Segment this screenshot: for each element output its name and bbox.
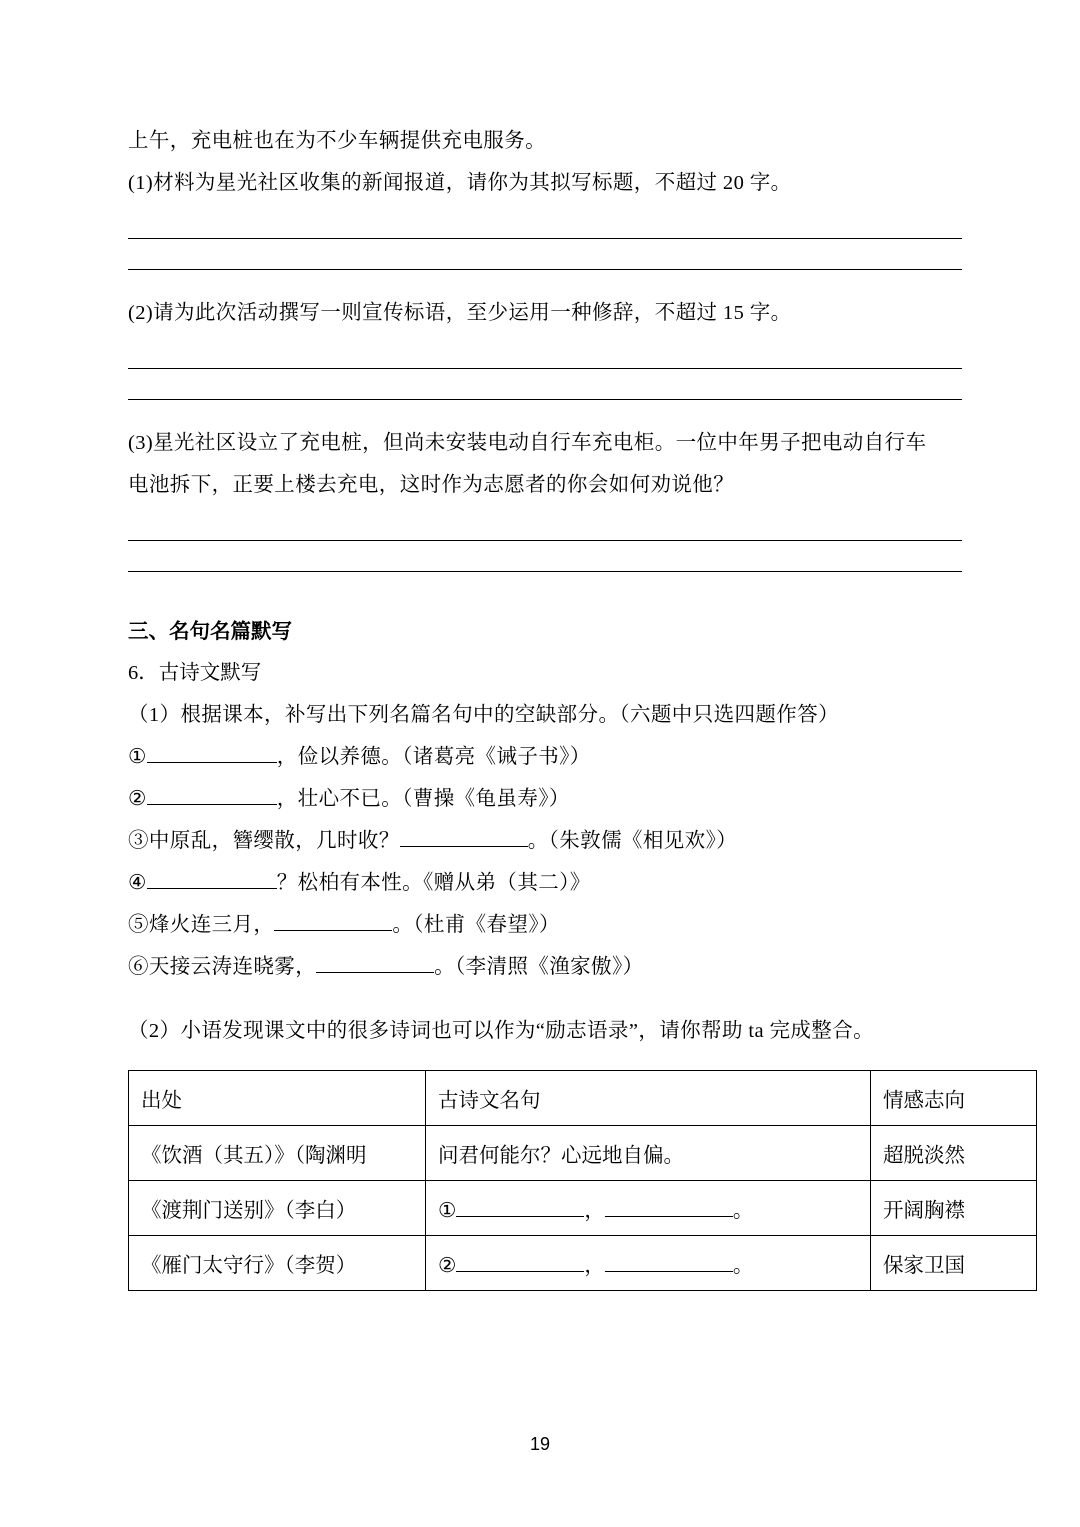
fill-item-3 [128,820,962,862]
row-2-separator: ， [584,1200,605,1222]
part2-prompt: （2）小语发现课文中的很多诗词也可以作为“励志语录”，请你帮助 ta 完成整合。 [128,1020,874,1042]
row-3-marker: ② [438,1255,457,1277]
table-row [129,1126,1037,1181]
fill-item-6-blank[interactable] [316,972,434,973]
fill-item-6 [128,946,962,988]
fill-item-4-marker: ④ [128,872,147,894]
poem-table [128,1070,1037,1291]
question-2-answer-line-2[interactable] [128,369,962,400]
page-number: 19 [529,1434,551,1454]
row-2-verse [426,1181,871,1236]
question-3-answer-line-1[interactable] [128,506,962,541]
top-paragraph: 上午，充电桩也在为不少车辆提供充电服务。 [128,130,546,152]
fill-item-5 [128,904,962,946]
question-3-prompt-line-1: (3)星光社区设立了充电桩，但尚未安装电动自行车充电柜。一位中年男子把电动自行车 [128,432,927,454]
question-1-answer-line-2[interactable] [128,239,962,270]
fill-item-2-marker: ② [128,788,147,810]
question-6-number: 6．古诗文默写 [128,662,262,684]
fill-item-4-blank[interactable] [147,888,277,889]
row-2-blank-2[interactable] [605,1216,733,1217]
row-2-marker: ① [438,1200,457,1222]
row-3-blank-1[interactable] [456,1271,584,1272]
fill-item-5-marker: ⑤ [128,914,149,936]
fill-item-6-marker: ⑥ [128,956,149,978]
question-1-answer-line-1[interactable] [128,204,962,239]
row-2-emotion: 开阔胸襟 [871,1181,1037,1236]
question-3-prompt-line-2: 电池拆下，正要上楼去充电，这时作为志愿者的你会如何劝说他？ [128,474,735,496]
fill-item-3-after: 。（朱敦儒《相见欢》） [527,830,738,852]
fill-item-6-after: 。（李清照《渔家傲》） [434,956,644,978]
section-title: 三、名句名篇默写 [128,621,292,643]
part1-prompt: （1）根据课本，补写出下列名篇名句中的空缺部分。（六题中只选四题作答） [128,704,839,726]
table-header-verse: 古诗文名句 [426,1071,871,1126]
fill-item-3-blank[interactable] [400,846,528,847]
row-2-end: 。 [732,1200,754,1222]
fill-item-4-after: ？松柏有本性。《赠从弟（其二）》 [276,872,591,894]
row-3-blank-2[interactable] [605,1271,733,1272]
fill-item-1-after: ，俭以养德。（诸葛亮《诫子书》） [276,746,591,768]
question-2-answer-line-1[interactable] [128,334,962,369]
row-1-verse: 问君何能尔？心远地自偏。 [426,1126,871,1181]
table-header-row [129,1071,1037,1126]
row-3-verse [426,1236,871,1291]
fill-item-5-before: 烽火连三月， [148,914,275,936]
fill-item-2 [128,778,962,820]
row-1-emotion: 超脱淡然 [871,1126,1037,1181]
question-2-prompt: (2)请为此次活动撰写一则宣传标语，至少运用一种修辞，不超过 15 字。 [128,302,792,324]
row-3-end: 。 [732,1255,754,1277]
fill-item-1 [128,736,962,778]
fill-item-5-after: 。（杜甫《春望》） [392,914,560,936]
fill-item-5-blank[interactable] [274,930,392,931]
row-3-separator: ， [584,1255,605,1277]
fill-item-2-blank[interactable] [147,804,277,805]
fill-item-1-marker: ① [128,746,147,768]
fill-item-2-after: ，壮心不已。（曹操《龟虽寿》） [276,788,570,810]
table-row [129,1181,1037,1236]
question-1-prompt: (1)材料为星光社区收集的新闻报道，请你为其拟写标题，不超过 20 字。 [128,172,792,194]
fill-item-3-marker: ③ [128,830,149,852]
row-3-emotion: 保家卫国 [871,1236,1037,1291]
fill-item-3-before: 中原乱，簪缨散，几时收？ [148,830,400,852]
row-1-source: 《饮酒（其五）》（陶渊明 [129,1126,426,1181]
row-2-source: 《渡荆门送别》（李白） [129,1181,426,1236]
question-3-answer-line-2[interactable] [128,541,962,572]
row-3-source: 《雁门太守行》（李贺） [129,1236,426,1291]
table-header-source: 出处 [129,1071,426,1126]
fill-item-6-before: 天接云涛连晓雾， [148,956,317,978]
fill-item-4 [128,862,962,904]
table-row [129,1236,1037,1291]
table-header-emotion: 情感志向 [871,1071,1037,1126]
row-2-blank-1[interactable] [456,1216,584,1217]
fill-item-1-blank[interactable] [147,762,277,763]
